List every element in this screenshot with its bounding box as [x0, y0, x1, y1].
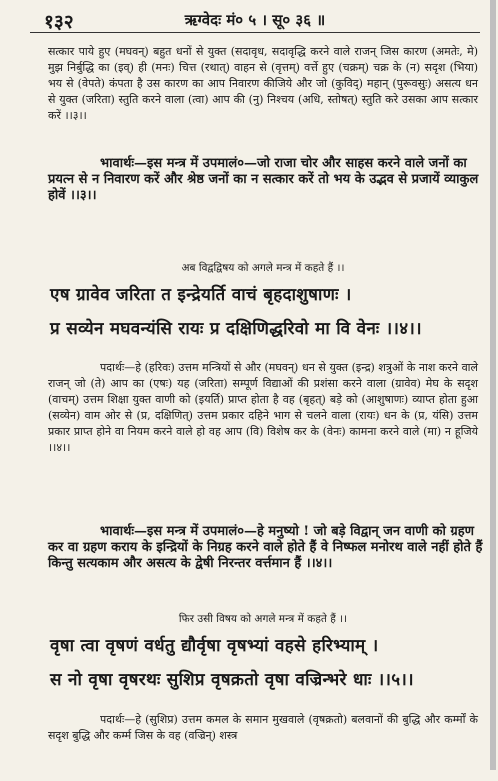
padartha-4: पदार्थः—हे (हरिवः) उत्तम मन्त्रियों से और (मघवन्) धन से युक्त (इन्द्र) शत्रुओं के नाश करने वाले राजन् जो (ते) आप का (एषः) यह (जरिता) सम्पूर्ण विद्याओं की प्रशंसा करने वाला (ग्रावेव) मेघ के सदृश (वाचम्) उत्तम शिक्षा युक्त वाणी को (इयर्ति) प्राप्त होता है वह (बृहत्) बड़े को (आशुषाणः) व्याप्त होता हुआ (सव्येन) वाम ओर से (प्र, दक्षिणित्) उत्तम प्रकार दहिने भाग से चलने वाला (रायः) धन के (प्र, यंसि) उत्तम प्रकार प्राप्त होने वा नियम करने वाले हो वह आप (वि) विशेष कर के (वेनः) कामना करने वाले (मा) न हूजिये ।।४।।: [48, 361, 478, 455]
mantra-4-line-1: एष ग्रावेव जरिता त इन्द्रेयर्ति वाचं बृहदाशुषाणः ।: [50, 285, 352, 305]
bhavartha-4: भावार्थः—इस मन्त्र में उपमालं०—हे मनुष्यो ! जो बड़े विद्वान् जन वाणी को ग्रहण कर वा ग्रहण कराय के इन्द्रियों के निग्रह करने वाले होते हैं वे निष्फल मनोरथ वाले नहीं होते हैं किन्तु सत्यकाम और असत्य के द्वेषी निरन्तर वर्त्तमान हैं ।।४।।: [48, 524, 483, 572]
page-header: [30, 8, 480, 33]
mantra-5-line-2: स नो वृषा वृषरथः सुशिप्र वृषक्रतो वृषा वज्रिन्भरे धाः ।।५।।: [50, 670, 414, 690]
section-intro-5: फिर उसी विषय को अगले मन्त्र में कहते हैं ।।: [178, 613, 348, 625]
mantra-5-line-1: वृषा त्वा वृषणं वर्धतु द्यौर्वृषा वृषभ्यां वहसे हरिभ्याम् ।: [50, 636, 379, 656]
bhavartha-3: भावार्थः—इस मन्त्र में उपमालं०—जो राजा चोर और साहस करने वाले जनों का प्रयत्न से न निवारण करें और श्रेष्ठ जनों का न सत्कार करें तो भय के उद्भव से प्रजायें व्याकुल होवें ।।३।।: [48, 156, 479, 204]
running-title: ऋग्वेदः मं० ५ । सू० ३६ ॥: [184, 11, 326, 29]
paragraph-continued: सत्कार पाये हुए (मघवन्) बहुत धनों से युक्त (सदावृध, सदावृद्धि करने वाले राजन् जिस कारण (अमतेः, मे) मुझ निर्बुद्धि का (इव्) ही (मनः) चित्त (रथात्) वाहन से (वृत्तम्) वर्त्ते हुए (चक्रम्) चक्र के (न) सदृश (भिया) भय से (वेपते) कंपता है उस कारण का आप निवारण कीजिये और जो (कुविद्) महान् (पुरूवसुः) असत्य धन से युक्त (जरिता) स्तुति करने वाला (त्वा) आप की (नु) निश्चय (अधि, स्तोषत्) स्तुति करे उसका आप सत्कार करें ।।३।।: [48, 45, 478, 123]
scan-edge-mark: [490, 0, 496, 770]
page-number: १३२: [44, 11, 74, 33]
mantra-4-line-2: प्र सव्येन मघवन्यंसि रायः प्र दक्षिणिद्धरिवो मा वि वेनः ।।४।।: [50, 319, 422, 339]
section-intro-4: अब विद्वद्विषय को अगले मन्त्र में कहते हैं ।।: [181, 262, 345, 274]
padartha-5: पदार्थः—हे (सुशिप्र) उत्तम कमल के समान मुखवाले (वृषक्रतो) बलवानों की बुद्धि और कर्म्मों के सदृश बुद्धि और कर्म्म जिस के वह (वज्रिन्) शस्त्र: [48, 713, 478, 743]
